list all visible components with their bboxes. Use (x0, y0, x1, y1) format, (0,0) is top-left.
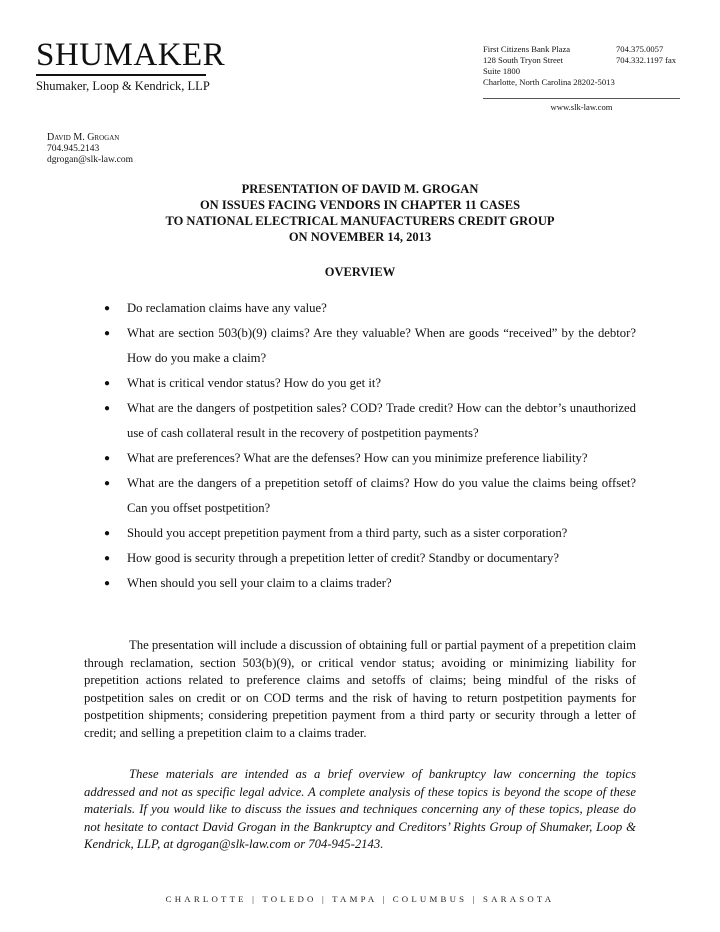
list-item-text: Do reclamation claims have any value? (127, 301, 327, 315)
firm-address-block (483, 44, 676, 88)
firm-phone: 704.375.0057 (616, 44, 664, 54)
bullet-icon: ● (104, 453, 111, 464)
list-item (102, 446, 636, 471)
bullet-icon: ● (104, 528, 111, 539)
list-item (102, 546, 636, 571)
title-line: ON ISSUES FACING VENDORS IN CHAPTER 11 CASES (199, 198, 521, 212)
list-item-text: How good is security through a prepetition letter of credit? Standby or documentary? (127, 551, 559, 565)
author-name: David M. Grogan (47, 132, 120, 143)
bullet-icon: ● (104, 328, 111, 339)
bullet-icon: ● (104, 403, 111, 414)
bullet-icon: ● (104, 478, 111, 489)
presentation-summary-paragraph: The presentation will include a discussion of obtaining full or partial payment of a prepetition claim through reclamation, section 503(b)(9), or critical vendor status; avoiding or minimizing liability for prepetition actions related to preference claims and setoffs of claims; being mindful of the risks of postpetition sales on credit or on COD terms and the risk of having to return postpetition payments for postpetition shipments; considering prepetition payment from a third party or security through a letter of credit; and selling a prepetition claim to a claims trader. (84, 638, 637, 740)
list-item-text: What are the dangers of postpetition sales? COD? Trade credit? How can the debtor’s unauthorized use of cash collateral result in the recovery of postpetition payments? (127, 401, 636, 440)
address-divider (483, 98, 680, 99)
firm-fax: 704.332.1197 fax (616, 55, 677, 65)
list-item (102, 321, 636, 371)
bullet-icon: ● (104, 553, 111, 564)
overview-heading: OVERVIEW (324, 265, 396, 279)
firm-logo (36, 37, 226, 93)
list-item-text: Should you accept prepetition payment from a third party, such as a sister corporation? (127, 526, 568, 540)
bullet-icon: ● (104, 578, 111, 589)
address-line: Suite 1800 (483, 66, 521, 76)
address-row (483, 55, 676, 66)
address-row (483, 77, 676, 88)
logo-firm-name: Shumaker, Loop & Kendrick, LLP (36, 78, 210, 93)
office-locations-footer: CHARLOTTE | TOLEDO | TAMPA | COLUMBUS | SARASOTA (165, 894, 555, 904)
list-item-text: What are the dangers of a prepetition setoff of claims? How do you value the claims being offset? Can you offset postpetition? (127, 476, 636, 515)
disclaimer-paragraph: These materials are intended as a brief overview of bankruptcy law concerning the topics addressed and not as specific legal advice. A complete analysis of these topics is beyond the scope of these materials. If you would like to discuss the issues and techniques concerning any of these topics, please do not hesitate to contact David Grogan in the Bankruptcy and Creditors’ Rights Group of Shumaker, Loop & Kendrick, LLP, at dgrogan@slk-law.com or 704-945-2143. (84, 767, 636, 851)
address-line: 128 South Tryon Street (483, 55, 563, 65)
bullet-icon: ● (104, 303, 111, 314)
document-title (84, 181, 636, 245)
list-item (102, 471, 636, 521)
title-line: TO NATIONAL ELECTRICAL MANUFACTURERS CREDIT GROUP (165, 214, 555, 228)
list-item (102, 396, 636, 446)
address-line: First Citizens Bank Plaza (483, 44, 571, 54)
address-row (483, 44, 676, 55)
logo-rule (36, 74, 206, 76)
logo-wordmark: SHUMAKER (36, 37, 226, 73)
address-line: Charlotte, North Carolina 28202-5013 (483, 77, 615, 87)
bullet-icon: ● (104, 378, 111, 389)
author-phone: 704.945.2143 (47, 143, 100, 154)
list-item (102, 371, 636, 396)
list-item-text: When should you sell your claim to a claims trader? (127, 576, 392, 590)
list-item-text: What are preferences? What are the defenses? How can you minimize preference liability? (127, 451, 588, 465)
address-row (483, 66, 676, 77)
list-item (102, 521, 636, 546)
title-line: PRESENTATION OF DAVID M. GROGAN (241, 182, 479, 196)
list-item-text: What is critical vendor status? How do you get it? (127, 376, 382, 390)
list-item-text: What are section 503(b)(9) claims? Are they valuable? When are goods “received” by the debtor? How do you make a claim? (127, 326, 636, 365)
author-email[interactable]: dgrogan@slk-law.com (47, 155, 133, 165)
list-item (102, 296, 636, 321)
author-block (47, 132, 133, 167)
overview-list (102, 296, 636, 596)
firm-website[interactable]: www.slk-law.com (550, 102, 613, 112)
title-line: ON NOVEMBER 14, 2013 (288, 230, 432, 244)
list-item (102, 571, 636, 596)
